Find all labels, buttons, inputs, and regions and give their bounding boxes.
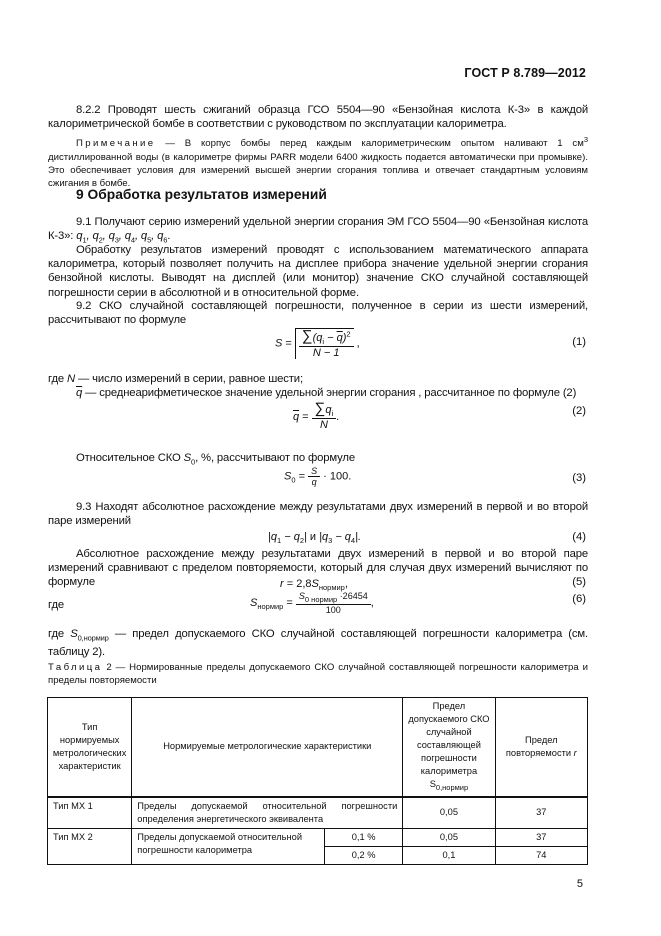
- header-characteristics: Нормируемые метрологические характеристики: [132, 698, 403, 797]
- header-sko-text: Предел допускаемого СКО случайной составляющей погрешности калориметра S: [408, 701, 490, 789]
- formula-1: S = $\frac{\sum(q_i - \overline{q})^2}{N - 1}$ ,: [275, 327, 360, 359]
- header-repeatability: [495, 698, 587, 797]
- cell-description: Пределы допускаемой относительной погрешности определения энергетического эквивалента: [132, 797, 403, 829]
- sum-sign: ∑: [301, 327, 313, 345]
- paragraph-8-2-2: 8.2.2 Проводят шесть сжиганий образца ГСО 5504—90 «Бензойная кислота К-3» в каждой калориметрической бомбе в соответствии с руководством по эксплуатации калориметра.: [48, 104, 588, 131]
- header-r-symbol: r: [573, 747, 577, 758]
- formula-6-denominator: 100: [325, 604, 341, 615]
- relative-sko-line: Относительное СКО $S_0$, %, рассчитывают по формуле: [76, 452, 355, 467]
- relative-sko-text-a: Относительное СКО: [76, 452, 184, 464]
- where-label: где: [48, 599, 65, 611]
- table-caption-text: 2 — Нормированные пределы допускаемого СКО случайной составляющей погрешности калориметра и пределы повторяемости: [48, 662, 588, 687]
- note-label: Примечание: [76, 138, 156, 150]
- formula-3-number: (3): [572, 472, 586, 484]
- paragraph-9-1-processing: Обработку результатов измерений проводят с использованием математического аппарата калориметра, который позволяет получить на дисплее прибора значение удельной энергии сгорания бензойной кислоты. Выводят на дисплей (или монитор) значение СКО случайной составляющей погрешности серии в абсолютной и в относительной форме.: [48, 244, 588, 299]
- note-sup: 3: [583, 135, 588, 144]
- section-9-heading: 9 Обработка результатов измерений: [76, 187, 327, 202]
- formula-3: $S_0$ = $\frac{S}{q}$ · 100.: [284, 466, 352, 487]
- table-2: [47, 697, 588, 865]
- formula-4: $|q_1 - q_2|$ и $|q_3 - q_4|$.: [268, 531, 362, 546]
- formula-6-lhs-sub: нормир: [257, 602, 284, 611]
- table-caption-label: Таблица: [48, 662, 103, 673]
- formula-1-number: (1): [572, 336, 586, 348]
- cell-sko: 0,05: [403, 828, 495, 846]
- where-prefix: где: [48, 373, 68, 385]
- cell-description: Пределы допускаемой относительной погрешности калориметра: [132, 828, 325, 864]
- where-qbar: $\overline{q}$ — среднеарифметическое значение удельной энергии сгорания , рассчитанное по формуле (2): [76, 387, 577, 399]
- note-block: [48, 133, 588, 191]
- cell-r: 37: [495, 797, 587, 829]
- formula-5-sub: нормир: [318, 583, 345, 593]
- note-text-b: дистиллированной воды (в калориметре фирмы PARR модели 6400 жидкость подается автоматически при промывке). Это обеспечивает условия для измерений высшей энергии сгорания топлива и отвечает стандартным условиям сжигания в бомбе.: [48, 151, 588, 190]
- formula-1-denominator: N − 1: [312, 346, 340, 359]
- table-row: [48, 797, 588, 829]
- note-text-a: — В корпус бомбы перед каждым калориметрическим опытом наливают 1 см: [155, 138, 584, 150]
- table-2-caption: [48, 661, 588, 688]
- formula-6-num-tail: ·26454: [337, 591, 368, 601]
- q-series: $q_1$, $q_2$, $q_3$, $q_4$, $q_5$, $q_6$: [76, 230, 168, 245]
- formula-5-number: (5): [572, 576, 586, 588]
- where-s0-text: — предел допускаемого СКО случайной составляющей погрешности калориметра (см. таблицу 2).: [48, 628, 589, 659]
- header-r-text: Предел повторяемости: [505, 734, 574, 758]
- where-s0-prefix: где: [48, 628, 71, 640]
- formula-2-denominator: N: [319, 419, 328, 432]
- formula-2: $\overline{q}$ = $\frac{\sum q_i}{N}$ .: [293, 400, 340, 432]
- formula-3-tail: · 100.: [323, 470, 352, 483]
- cell-r: 37: [495, 828, 587, 846]
- formula-1-lhs: S: [275, 337, 283, 350]
- table-row: [48, 828, 588, 846]
- table-header-row: [48, 698, 588, 797]
- where-N-text: — число измерений в серии, равное шести;: [75, 373, 303, 385]
- header-type: Тип нормируемых метрологических характеристик: [48, 698, 132, 797]
- where-N: где N — число измерений в серии, равное шести;: [48, 373, 303, 385]
- cell-percent: 0,1 %: [325, 828, 403, 846]
- formula-4-number: (4): [572, 531, 586, 543]
- cell-type: Тип МХ 1: [48, 797, 132, 829]
- paragraph-9-1: 9.1 Получают серию измерений удельной энергии сгорания ЭМ ГСО 5504—90 «Бензойная кислота К-3»: $q_1$, $q_2$, $q_3$, $q_4$, $q_5$, $q_6$.: [48, 216, 588, 245]
- paragraph-abs-discrepancy: Абсолютное расхождение между результатами двух измерений в первой и во второй паре измерений сравнивают с пределом повторяемости, который для случая двух измерений вычисляют по формуле: [48, 548, 588, 589]
- cell-r: 74: [495, 846, 587, 864]
- formula-5: $r = 2,8S_{нормир}$,: [280, 578, 348, 593]
- formula-2-number: (2): [572, 405, 586, 417]
- where-s0-normir: где $S_{0,нормир}$ — предел допускаемого СКО случайной составляющей погрешности калориметра (см. таблицу 2).: [48, 628, 589, 659]
- formula-6: $S_{нормир}$ = $\frac{S_{0 нормир} \cdot 26454}{100}$ ,: [250, 591, 374, 615]
- cell-sko: 0,05: [403, 797, 495, 829]
- cell-sko: 0,1: [403, 846, 495, 864]
- paragraph-9-1-text: 9.1 Получают серию измерений удельной энергии сгорания ЭМ ГСО 5504—90 «Бензойная кислота К-3»:: [48, 216, 588, 243]
- paragraph-9-2: 9.2 СКО случайной составляющей погрешности, полученное в серии из шести измерений, рассчитывают по формуле: [48, 300, 588, 327]
- formula-6-num-sub: 0 нормир: [304, 594, 338, 604]
- header-sko-sub: 0,нормир: [435, 782, 469, 792]
- header-sko-limit: [403, 698, 495, 797]
- page-number: 5: [576, 878, 583, 890]
- cell-type: Тип МХ 2: [48, 828, 132, 864]
- paragraph-9-3: 9.3 Находят абсолютное расхождение между результатами двух измерений в первой и во второй паре измерений: [48, 501, 588, 528]
- formula-6-number: (6): [572, 593, 586, 605]
- document-id-header: ГОСТ Р 8.789—2012: [464, 66, 586, 80]
- where-qbar-text: — среднеарифметическое значение удельной энергии сгорания , рассчитанное по формуле (2): [82, 387, 577, 399]
- cell-percent: 0,2 %: [325, 846, 403, 864]
- relative-sko-text-b: , %, рассчитывают по формуле: [195, 452, 355, 464]
